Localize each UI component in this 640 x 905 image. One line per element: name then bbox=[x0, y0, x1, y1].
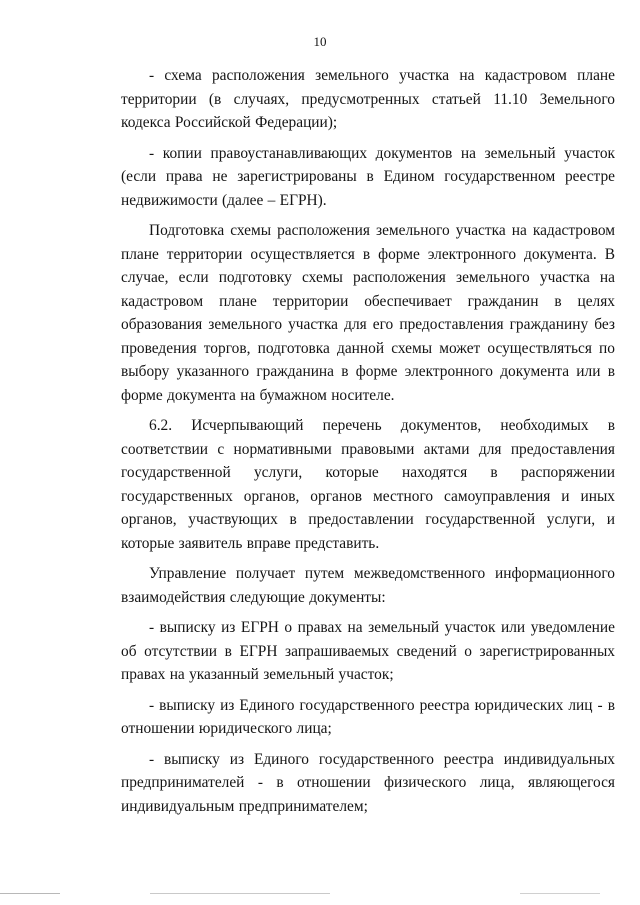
paragraph-interagency-intro: Управление получает путем межведомственного информационного взаимодействия следующие документы: bbox=[121, 565, 615, 606]
document-body bbox=[121, 64, 615, 818]
paragraph-section-6-2: 6.2. Исчерпывающий перечень документов, необходимых в соответствии с нормативными правовыми актами для предоставления государственной услуги, которые находятся в распоряжении государственных органов, органов местного самоуправления и иных органов, участвующих в предоставлении государственной услуги, и которые заявитель вправе представить. bbox=[121, 417, 615, 552]
paragraph-entrepreneurs-extract: - выписку из Единого государственного реестра индивидуальных предпринимателей - в отношении физического лица, являющегося индивидуальным предпринимателем; bbox=[121, 750, 615, 815]
page-number: 10 bbox=[313, 34, 327, 49]
paragraph-scheme-preparation: Подготовка схемы расположения земельного участка на кадастровом плане территории осуществляется в форме электронного документа. В случае, если подготовку схемы расположения земельного участка на кадастровом плане территории обеспечивает гражданин в целях образования земельного участка для его предоставления гражданину без проведения торгов, подготовка данной схемы может осуществляться по выбору указанного гражданина в форме электронного документа или в форме документа на бумажном носителе. bbox=[121, 222, 615, 404]
paragraph-legal-entities-extract: - выписку из Единого государственного реестра юридических лиц - в отношении юридического лица; bbox=[121, 696, 615, 737]
page-bottom-scan-line bbox=[0, 893, 640, 894]
paragraph-egrn-extract: - выписку из ЕГРН о правах на земельный участок или уведомление об отсутствии в ЕГРН запрашиваемых сведений о зарегистрированных правах на указанный земельный участок; bbox=[121, 619, 615, 683]
paragraph-title-documents: - копии правоустанавливающих документов на земельный участок (если права не зарегистрированы в Едином государственном реестре недвижимости (далее – ЕГРН). bbox=[121, 144, 615, 209]
paragraph-cadastral-scheme: - схема расположения земельного участка на кадастровом плане территории (в случаях, предусмотренных статьей 11.10 Земельного кодекса Российской Федерации); bbox=[121, 67, 615, 131]
